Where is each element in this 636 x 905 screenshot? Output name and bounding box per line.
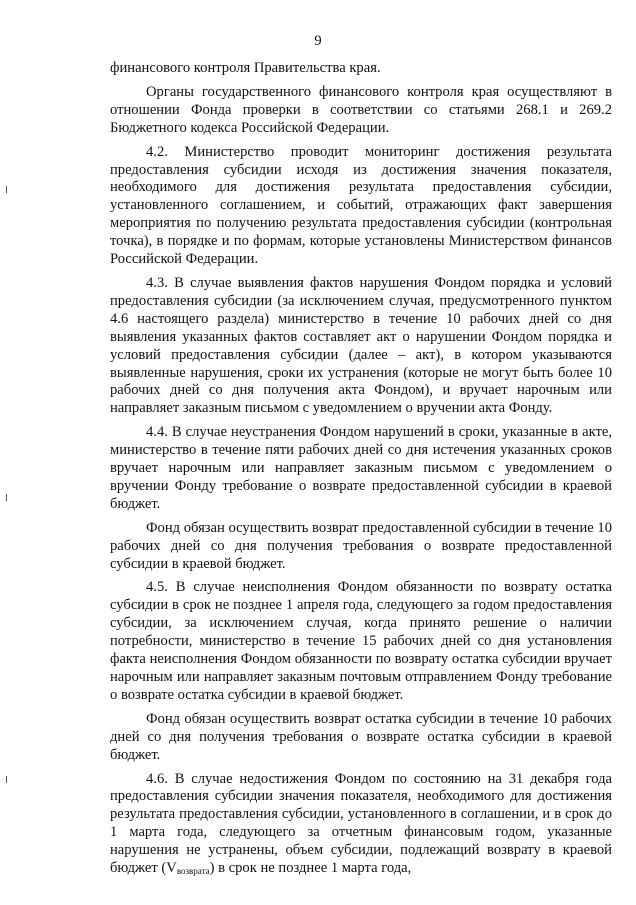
paragraph-continuation: финансового контроля Правительства края. <box>110 60 381 76</box>
margin-mark <box>6 494 7 501</box>
paragraph-4-6-text-before: 4.6. В случае недостижения Фондом по состоянию на 31 декабря года предоставления субсидии значения показателя, необходимого для достижения результата предоставления субсидии, установленного в соглашении, и в срок до 1 марта года, следующего за отчетным финансовым годом, указанные нарушения не устранены, объем субсидии, подлежащий возврату в краевой бюджет (V <box>110 770 612 877</box>
margin-mark <box>6 186 7 193</box>
paragraph-return-subsidy: Фонд обязан осуществить возврат предоставленной субсидии в течение 10 рабочих дней со дня получения требования о возврате предоставленной субсидии в краевой бюджет. <box>110 519 613 572</box>
paragraph-4-3: 4.3. В случае выявления фактов нарушения Фондом порядка и условий предоставления субсидии (за исключением случая, предусмотренного пунктом 4.6 настоящего раздела) министерство в течение 10 рабочих дней со дня выявления указанных фактов составляет акт о нарушении Фондом порядка и условий предоставления субсидии (далее – акт), в котором указываются выявленные нарушения, сроки их устранения (которые не могут быть более 10 рабочих дней со дня получения акта Фондом), и вручает нарочным или направляет заказным письмом с уведомлением о вручении акта Фонду. <box>110 274 612 417</box>
paragraph-4-5: 4.5. В случае неисполнения Фондом обязанности по возврату остатка субсидии в срок не позднее 1 апреля года, следующего за годом предоставления субсидии, за исключением случая, когда принято решение о наличии потребности, министерство в течение 15 рабочих дней со дня установления факта неисполнения Фондом обязанности по возврату остатка субсидии вручает нарочным или направляет заказным почтовым отправлением Фонду требование о возврате остатка субсидии в краевой бюджет. <box>110 579 612 703</box>
paragraph-4-4: 4.4. В случае неустранения Фондом нарушений в сроки, указанные в акте, министерство в течение пяти рабочих дней со дня истечения указанных сроков вручает нарочным или направляет заказным письмом с уведомлением о вручении Фонду требование о возврате предоставленной субсидии в краевой бюджет. <box>110 424 612 512</box>
paragraph-return-remainder: Фонд обязан осуществить возврат остатка субсидии в течение 10 рабочих дней со дня получения требования о возврате остатка субсидии в краевой бюджет. <box>110 710 612 763</box>
page-number: 9 <box>314 33 322 49</box>
paragraph-4-6 <box>110 771 612 878</box>
paragraph-4-6-text-after: ) в срок не позднее 1 марта года, <box>209 860 412 877</box>
paragraph-audit-bodies: Органы государственного финансового контроля края осуществляют в отношении Фонда проверки в соответствии со статьями 268.1 и 269.2 Бюджетного кодекса Российской Федерации. <box>110 83 612 136</box>
margin-mark <box>6 776 7 783</box>
document-body <box>110 60 612 884</box>
volume-subscript: возврата <box>176 866 210 877</box>
paragraph-4-2: 4.2. Министерство проводит мониторинг достижения результата предоставления субсидии исходя из достижения значения показателя, необходимого для достижения результата предоставления субсидии, установленного соглашением, и событий, отражающих факт завершения мероприятия по получению результата предоставления субсидии (контрольная точка), в порядке и по формам, которые установлены Министерством финансов Российской Федерации. <box>110 143 612 268</box>
